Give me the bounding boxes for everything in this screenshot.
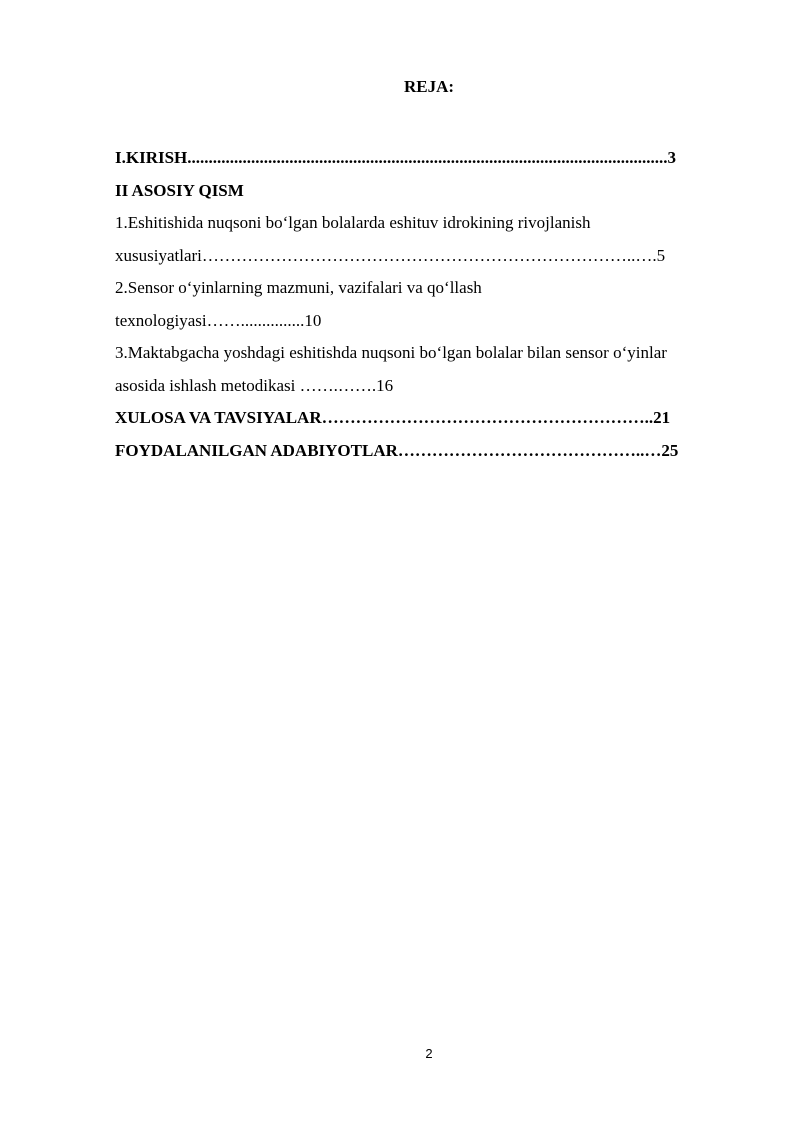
toc-entry-3-line-2: asosida ishlash metodikasi …….…….16 bbox=[115, 375, 394, 395]
toc-section-heading: II ASOSIY QISM bbox=[115, 180, 244, 200]
toc-entry-conclusion: XULOSA VA TAVSIYALAR…………………………………………………..21 bbox=[115, 408, 671, 427]
toc-entry-2-line-1: 2.Sensor o‘yinlarning mazmuni, vazifalari va qo‘llash bbox=[115, 278, 482, 297]
table-of-contents bbox=[115, 142, 741, 467]
toc-entry-references: FOYDALANILGAN ADABIYOTLAR……………………………………..…25 bbox=[115, 440, 679, 460]
page-title: REJA: bbox=[403, 77, 455, 96]
toc-entry-1-line-2: xususiyatlari…………………………………………………………………..….5 bbox=[115, 245, 666, 265]
toc-entry-3-line-1: 3.Maktabgacha yoshdagi eshitishda nuqsoni bo‘lgan bolalar bilan sensor o‘yinlar bbox=[115, 343, 667, 362]
toc-entry-intro: I.KIRISH.................................................................................................................3 bbox=[115, 148, 677, 167]
toc-entry-2-line-2: texnologiyasi……...............10 bbox=[115, 310, 322, 330]
toc-entry-1-line-1: 1.Eshitishida nuqsoni bo‘lgan bolalarda eshituv idrokining rivojlanish bbox=[115, 213, 591, 232]
page-number: 2 bbox=[425, 1046, 433, 1061]
